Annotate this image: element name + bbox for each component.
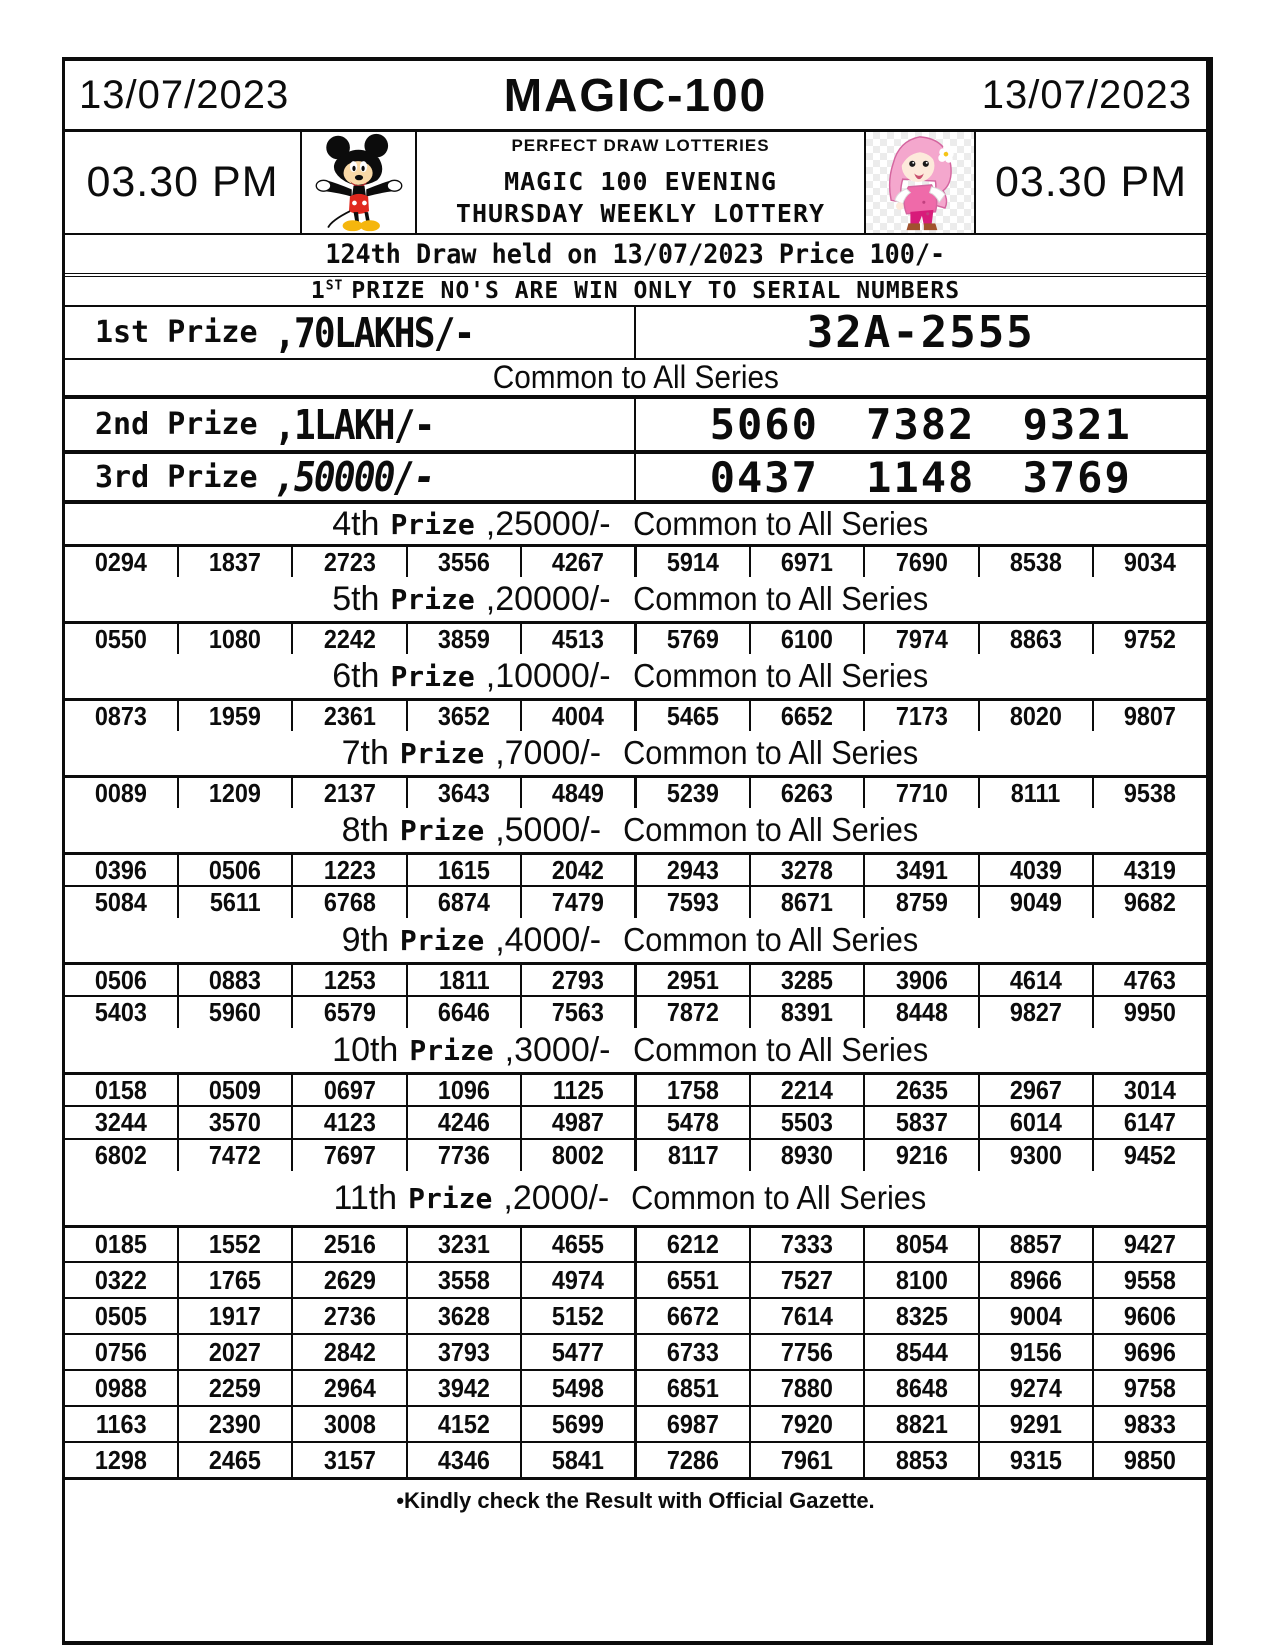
winning-number-cell: 9696 [1123, 1336, 1176, 1367]
winning-number-cell: 0506 [179, 855, 293, 885]
winning-number-cell: 2027 [179, 1335, 293, 1369]
winning-number-cell: 3906 [865, 965, 979, 995]
winning-number-cell: 4987 [522, 1107, 637, 1138]
winning-number-cell: 9291 [980, 1407, 1094, 1441]
number-row [65, 621, 1206, 654]
winning-number-cell: 2967 [980, 1075, 1094, 1105]
number-row [65, 1072, 1206, 1105]
draw-date-left: 13/07/2023 [79, 72, 290, 117]
winning-number-cell: 3628 [408, 1299, 522, 1333]
winning-number-cell: 3491 [865, 855, 979, 885]
section-ordinal: 6th [332, 656, 380, 695]
winning-number-cell: 7173 [865, 701, 979, 731]
page-title: MAGIC-100 [503, 69, 768, 121]
section-amount: ,3000/- [504, 1030, 611, 1069]
section-common-note: Common to All Series [623, 921, 919, 958]
winning-number-cell: 5465 [637, 701, 751, 731]
lottery-name: MAGIC 100 EVENING [504, 167, 777, 197]
winning-number-cell: 6212 [637, 1228, 751, 1261]
winning-number-cell: 6768 [293, 887, 407, 918]
right-mascot-cell [866, 132, 976, 233]
winning-number-cell: 0873 [65, 701, 179, 731]
header-row [65, 61, 1206, 129]
number-row [65, 1369, 1206, 1405]
section-amount: ,25000/- [485, 504, 611, 543]
winning-number-cell: 8117 [637, 1140, 751, 1171]
winning-number-cell: 6646 [408, 997, 522, 1028]
winning-number-cell: 1096 [408, 1075, 522, 1105]
winning-number-cell: 0505 [65, 1299, 179, 1333]
winning-number-cell: 7961 [751, 1443, 865, 1477]
winning-number-cell: 3157 [293, 1443, 407, 1477]
result-table-frame [62, 57, 1213, 1645]
winning-number-cell: 9156 [980, 1335, 1094, 1369]
winning-number-cell: 8821 [865, 1407, 979, 1441]
winning-number-cell: 1080 [179, 624, 293, 654]
winning-number-cell: 5769 [637, 624, 751, 654]
winning-number-cell: 8020 [980, 701, 1094, 731]
footer-note-row [65, 1477, 1206, 1514]
winning-number-cell: 4513 [522, 624, 637, 654]
winning-number-cell: 5477 [522, 1335, 637, 1369]
winning-number-cell: 3859 [408, 624, 522, 654]
winning-number-cell: 8671 [751, 887, 865, 918]
section-common-note: Common to All Series [623, 811, 919, 848]
winning-number-cell: 4004 [522, 701, 637, 731]
winning-numbers: 0437 1148 3769 [709, 452, 1132, 502]
section-prize-word: Prize [399, 923, 485, 957]
winning-number-cell: 6874 [408, 887, 522, 918]
winning-number-cell: 1615 [408, 855, 522, 885]
prize-rank-label: 2nd Prize [95, 407, 258, 442]
section-common-note: Common to All Series [631, 1179, 927, 1216]
winning-number-cell: 3556 [408, 547, 522, 577]
winning-number-cell: 9216 [865, 1140, 979, 1171]
number-row [65, 852, 1206, 885]
winning-number-cell: 3008 [293, 1407, 407, 1441]
winning-number-cell: 5914 [637, 547, 751, 577]
section-header-7th [65, 731, 1206, 775]
winning-number-cell: 7880 [751, 1371, 865, 1405]
section-header-10th [65, 1028, 1206, 1072]
winning-number-cell: 3570 [179, 1107, 293, 1138]
winning-number-cell: 8853 [865, 1443, 979, 1477]
number-grid-4th [65, 544, 1206, 577]
winning-number-cell: 9004 [980, 1299, 1094, 1333]
serial-note-line [65, 273, 1206, 305]
winning-number-cell: 3942 [408, 1371, 522, 1405]
winning-number: 32A-2555 [806, 307, 1035, 358]
organiser-name: PERFECT DRAW LOTTERIES [511, 136, 770, 156]
winning-number-cell: 8863 [980, 624, 1094, 654]
winning-number-cell: 0089 [65, 778, 179, 808]
winning-number-cell: 3793 [408, 1335, 522, 1369]
winning-number-cell: 0506 [65, 965, 179, 995]
third-prize-row [65, 450, 1206, 500]
winning-number-cell: 6802 [65, 1140, 179, 1171]
winning-number-cell: 0697 [293, 1075, 407, 1105]
winning-number-cell: 3014 [1123, 1074, 1176, 1105]
winning-number-cell: 6014 [980, 1107, 1094, 1138]
section-ordinal: 5th [332, 579, 380, 618]
draw-time-right: 03.30 PM [994, 158, 1188, 206]
winning-number-cell: 4246 [408, 1107, 522, 1138]
winning-number-cell: 8544 [865, 1335, 979, 1369]
winning-number-cell: 4346 [408, 1443, 522, 1477]
lottery-title-cell [417, 132, 866, 233]
winning-number-cell: 6733 [637, 1335, 751, 1369]
section-common-note: Common to All Series [632, 505, 928, 542]
winning-number-cell: 2635 [865, 1075, 979, 1105]
second-prize-label-cell [65, 399, 636, 450]
first-prize-number-cell [636, 307, 1207, 358]
winning-number-cell: 9682 [1123, 887, 1176, 917]
winning-number-cell: 3244 [65, 1107, 179, 1138]
section-prize-word: Prize [399, 736, 485, 770]
winning-number-cell: 0158 [65, 1075, 179, 1105]
winning-number-cell: 1253 [293, 965, 407, 995]
winning-number-cell: 1209 [179, 778, 293, 808]
winning-number-cell: 7479 [522, 887, 637, 918]
number-row [65, 544, 1206, 577]
winning-number-cell: 4849 [522, 778, 637, 808]
winning-number-cell: 7333 [751, 1228, 865, 1261]
winning-number-cell: 6100 [751, 624, 865, 654]
section-header-9th [65, 918, 1206, 962]
winning-number-cell: 6579 [293, 997, 407, 1028]
winning-number-cell: 4152 [408, 1407, 522, 1441]
winning-number-cell: 8759 [865, 887, 979, 918]
number-row [65, 1225, 1206, 1261]
prize-rank-label: 3rd Prize [95, 459, 258, 495]
winning-number-cell: 5403 [65, 997, 179, 1028]
winning-number-cell: 7563 [522, 997, 637, 1028]
winning-number-cell: 5841 [522, 1443, 637, 1477]
winning-number-cell: 2390 [179, 1407, 293, 1441]
winning-number-cell: 7756 [751, 1335, 865, 1369]
section-amount: ,20000/- [485, 579, 611, 618]
number-row [65, 775, 1206, 808]
winning-number-cell: 3285 [751, 965, 865, 995]
winning-number-cell: 7710 [865, 778, 979, 808]
draw-info-text: 124th Draw held on 13/07/2023 Price 100/- [325, 238, 946, 270]
winning-number-cell: 5239 [637, 778, 751, 808]
section-common-note: Common to All Series [632, 580, 928, 617]
winning-number-cell: 6987 [637, 1407, 751, 1441]
number-row [65, 1138, 1206, 1171]
winning-number-cell: 6971 [751, 547, 865, 577]
winning-number-cell: 7690 [865, 547, 979, 577]
winning-number-cell: 7472 [179, 1140, 293, 1171]
winning-number-cell: 9049 [980, 887, 1094, 918]
section-header-5th [65, 577, 1206, 621]
winning-number-cell: 9758 [1123, 1372, 1176, 1403]
number-row [65, 1105, 1206, 1138]
number-grid-8th [65, 852, 1206, 918]
winning-number-cell: 9034 [1123, 546, 1176, 577]
winning-number-cell: 9850 [1123, 1444, 1176, 1475]
winning-number-cell: 1765 [179, 1263, 293, 1297]
winning-number-cell: 6851 [637, 1371, 751, 1405]
section-header-11th [65, 1171, 1206, 1225]
winning-number-cell: 7614 [751, 1299, 865, 1333]
winning-number-cell: 8966 [980, 1263, 1094, 1297]
second-prize-number-cell [636, 399, 1207, 450]
number-grid-10th [65, 1072, 1206, 1171]
winning-number-cell: 6263 [751, 778, 865, 808]
winning-number-cell: 7872 [637, 997, 751, 1028]
serial-note-text: 1ST PRIZE NO'S ARE WIN ONLY TO SERIAL NUMBERS [310, 278, 961, 304]
winning-number-cell: 6551 [637, 1263, 751, 1297]
section-prize-word: Prize [408, 1181, 493, 1215]
section-prize-word: Prize [390, 582, 475, 616]
draw-time-left: 03.30 PM [65, 132, 302, 233]
winning-number-cell: 4974 [522, 1263, 637, 1297]
winning-number-cell: 8391 [751, 997, 865, 1028]
winning-number-cell: 0322 [65, 1263, 179, 1297]
winning-number-cell: 2951 [637, 965, 751, 995]
winning-number-cell: 2629 [293, 1263, 407, 1297]
winning-number-cell: 1758 [637, 1075, 751, 1105]
winning-number-cell: 8002 [522, 1140, 637, 1171]
winning-number-cell: 8325 [865, 1299, 979, 1333]
section-amount: ,4000/- [495, 920, 602, 959]
winning-number-cell: 7974 [865, 624, 979, 654]
winning-number-cell: 7920 [751, 1407, 865, 1441]
number-row [65, 698, 1206, 731]
winning-number-cell: 3278 [751, 855, 865, 885]
winning-number-cell: 9452 [1123, 1140, 1176, 1170]
prize-amount: ,50000/- [273, 453, 434, 501]
first-prize-row [65, 305, 1206, 358]
winning-number-cell: 8100 [865, 1263, 979, 1297]
winning-number-cell: 6672 [637, 1299, 751, 1333]
winning-number-cell: 5611 [179, 887, 293, 918]
section-ordinal: 11th [333, 1178, 398, 1217]
winning-number-cell: 8111 [980, 778, 1094, 808]
winning-number-cell: 1917 [179, 1299, 293, 1333]
section-ordinal: 9th [341, 920, 389, 959]
winning-number-cell: 4655 [522, 1228, 637, 1261]
winning-number-cell: 8648 [865, 1371, 979, 1405]
number-grid-5th [65, 621, 1206, 654]
winning-number-cell: 2242 [293, 624, 407, 654]
section-common-note: Common to All Series [632, 657, 928, 694]
winning-number-cell: 2943 [637, 855, 751, 885]
winning-number-cell: 5837 [865, 1107, 979, 1138]
mickey-mouse-icon [309, 133, 409, 233]
footer-note-text: •Kindly check the Result with Official Gazette. [396, 1488, 875, 1513]
winning-number-cell: 0550 [65, 624, 179, 654]
winning-number-cell: 9827 [980, 997, 1094, 1028]
winning-number-cell: 1811 [408, 965, 522, 995]
number-grid-6th [65, 698, 1206, 731]
winning-number-cell: 0185 [65, 1228, 179, 1261]
section-prize-word: Prize [399, 813, 485, 847]
winning-number-cell: 5498 [522, 1371, 637, 1405]
winning-number-cell: 0396 [65, 855, 179, 885]
winning-number-cell: 1163 [65, 1407, 179, 1441]
section-header-8th [65, 808, 1206, 852]
winning-number-cell: 7736 [408, 1140, 522, 1171]
winning-number-cell: 2361 [293, 701, 407, 731]
winning-number-cell: 6652 [751, 701, 865, 731]
winning-number-cell: 0294 [65, 547, 179, 577]
number-row [65, 1441, 1206, 1477]
section-ordinal: 4th [332, 504, 380, 543]
winning-number-cell: 9807 [1123, 700, 1176, 731]
winning-number-cell: 8857 [980, 1228, 1094, 1261]
section-ordinal: 10th [332, 1030, 399, 1069]
number-grid-9th [65, 962, 1206, 1028]
section-amount: ,2000/- [503, 1178, 610, 1217]
draw-date-right: 13/07/2023 [981, 72, 1192, 117]
winning-number-cell: 8054 [865, 1228, 979, 1261]
winning-number-cell: 9538 [1123, 777, 1176, 808]
common-series-text: Common to All Series [492, 359, 779, 395]
winning-number-cell: 7527 [751, 1263, 865, 1297]
winning-number-cell: 2842 [293, 1335, 407, 1369]
winning-number-cell: 3558 [408, 1263, 522, 1297]
winning-number-cell: 0988 [65, 1371, 179, 1405]
third-prize-number-cell [636, 454, 1207, 500]
winning-number-cell: 7286 [637, 1443, 751, 1477]
winning-number-cell: 9300 [980, 1140, 1094, 1171]
section-prize-word: Prize [390, 659, 475, 693]
winning-number-cell: 2723 [293, 547, 407, 577]
number-row [65, 1297, 1206, 1333]
winning-number-cell: 4267 [522, 547, 637, 577]
winning-number-cell: 5503 [751, 1107, 865, 1138]
section-amount: ,7000/- [495, 733, 602, 772]
winning-number-cell: 9274 [980, 1371, 1094, 1405]
winning-number-cell: 1125 [522, 1075, 637, 1105]
winning-number-cell: 1837 [179, 547, 293, 577]
winning-number-cell: 4319 [1123, 854, 1176, 885]
third-prize-label-cell [65, 454, 636, 500]
winning-number-cell: 9606 [1123, 1300, 1176, 1331]
prize-amount: ,1LAKH/- [273, 400, 434, 449]
winning-number-cell: 0756 [65, 1335, 179, 1369]
common-series-row [65, 358, 1206, 395]
winning-number-cell: 2964 [293, 1371, 407, 1405]
winning-number-cell: 4123 [293, 1107, 407, 1138]
number-row [65, 885, 1206, 918]
winning-number-cell: 4614 [980, 965, 1094, 995]
winning-number-cell: 6147 [1123, 1107, 1176, 1137]
winning-number-cell: 2465 [179, 1443, 293, 1477]
winning-number-cell: 9950 [1123, 997, 1176, 1027]
section-prize-word: Prize [390, 507, 475, 541]
winning-number-cell: 9427 [1123, 1229, 1176, 1259]
winning-number-cell: 9315 [980, 1443, 1094, 1477]
winning-number-cell: 2137 [293, 778, 407, 808]
number-grid-11th [65, 1225, 1206, 1477]
winning-number-cell: 8930 [751, 1140, 865, 1171]
winning-number-cell: 2214 [751, 1075, 865, 1105]
section-common-note: Common to All Series [623, 734, 919, 771]
winning-number-cell: 1298 [65, 1443, 179, 1477]
winning-number-cell: 9752 [1123, 623, 1176, 654]
winning-number-cell: 2042 [522, 855, 637, 885]
number-row [65, 995, 1206, 1028]
winning-number-cell: 3231 [408, 1228, 522, 1261]
winning-number-cell: 9558 [1123, 1264, 1176, 1295]
number-row [65, 1405, 1206, 1441]
prize-amount: ,70LAKHS/- [273, 308, 474, 357]
winning-number-cell: 2516 [293, 1228, 407, 1261]
section-ordinal: 8th [341, 810, 389, 849]
section-prize-word: Prize [409, 1033, 494, 1067]
winning-number-cell: 4039 [980, 855, 1094, 885]
number-grid-7th [65, 775, 1206, 808]
second-prize-row [65, 395, 1206, 450]
winning-number-cell: 2259 [179, 1371, 293, 1405]
winning-number-cell: 5084 [65, 887, 179, 918]
winning-number-cell: 2736 [293, 1299, 407, 1333]
winning-number-cell: 8448 [865, 997, 979, 1028]
number-row [65, 1261, 1206, 1297]
winning-number-cell: 7593 [637, 887, 751, 918]
section-amount: ,10000/- [485, 656, 611, 695]
winning-number-cell: 5152 [522, 1299, 637, 1333]
subheader-row [65, 129, 1206, 233]
first-prize-label-cell [65, 307, 636, 358]
winning-number-cell: 3643 [408, 778, 522, 808]
section-header-6th [65, 654, 1206, 698]
left-mascot-cell [302, 132, 417, 233]
number-row [65, 962, 1206, 995]
winning-number-cell: 9833 [1123, 1408, 1176, 1439]
section-common-note: Common to All Series [632, 1031, 928, 1068]
winning-number-cell: 3652 [408, 701, 522, 731]
winning-number-cell: 1552 [179, 1228, 293, 1261]
winning-number-cell: 7697 [293, 1140, 407, 1171]
hijab-girl-icon [872, 133, 968, 233]
winning-numbers: 5060 7382 9321 [709, 400, 1132, 449]
winning-number-cell: 1223 [293, 855, 407, 885]
winning-number-cell: 2793 [522, 965, 637, 995]
section-amount: ,5000/- [495, 810, 602, 849]
number-row [65, 1333, 1206, 1369]
winning-number-cell: 5960 [179, 997, 293, 1028]
winning-number-cell: 5478 [637, 1107, 751, 1138]
winning-number-cell: 5699 [522, 1407, 637, 1441]
winning-number-cell: 0883 [179, 965, 293, 995]
prize-rank-label: 1st Prize [95, 315, 258, 350]
winning-number-cell: 1959 [179, 701, 293, 731]
section-header-4th [65, 500, 1206, 544]
draw-info-line [65, 233, 1206, 273]
section-ordinal: 7th [341, 733, 389, 772]
winning-number-cell: 0509 [179, 1075, 293, 1105]
winning-number-cell: 8538 [980, 547, 1094, 577]
winning-number-cell: 4763 [1123, 964, 1176, 995]
lottery-subtitle: THURSDAY WEEKLY LOTTERY [455, 198, 826, 228]
